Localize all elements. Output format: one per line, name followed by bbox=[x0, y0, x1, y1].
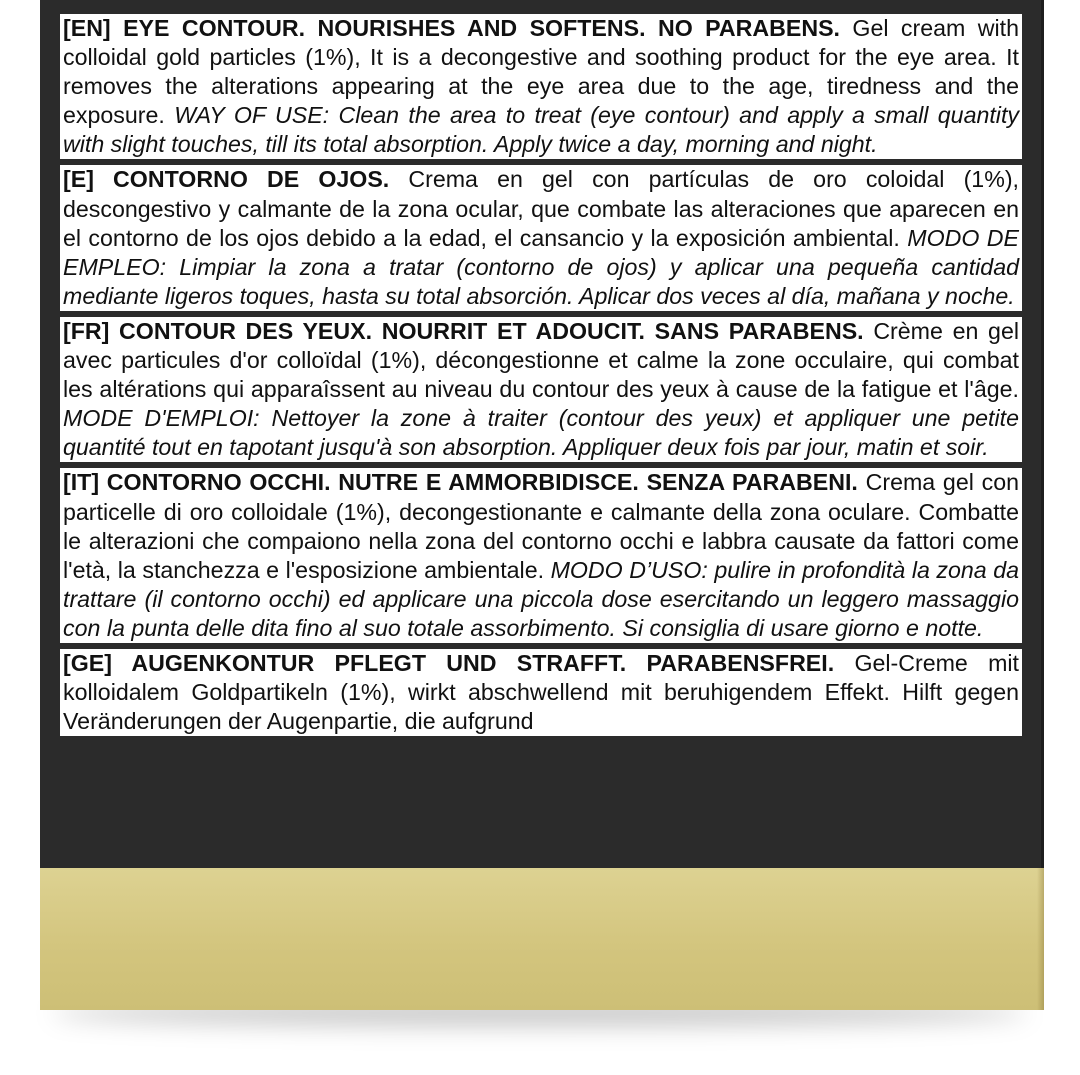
section-heading: [FR] CONTOUR DES YEUX. NOURRIT ET ADOUCIT. SANS PARABENS. bbox=[63, 317, 864, 344]
section-heading: [EN] EYE CONTOUR. NOURISHES AND SOFTENS. NO PARABENS. bbox=[63, 15, 840, 41]
dark-panel bbox=[40, 0, 1044, 868]
section-fr bbox=[60, 317, 1022, 462]
section-body: Crema en gel con partículas de oro coloidal (1%), descongestivo y calmante de la zona ocular, que combate las alteraciones que aparecen en el contorno de los ojos debido a la edad, el cansancio y la exposición ambiental. bbox=[63, 166, 1019, 251]
section-heading: [IT] CONTORNO OCCHI. NUTRE E AMMORBIDISCE. SENZA PARABENI. bbox=[63, 469, 858, 496]
section-it bbox=[60, 468, 1022, 643]
section-usage: MODO D’USO: pulire in profondità la zona da trattare (il contorno occhi) ed applicare una piccola dose esercitando un leggero massaggio con la punta delle dita fino al suo totale assorbimento. Si consiglia di usare giorno e notte. bbox=[63, 556, 1019, 641]
section-heading: [GE] AUGENKONTUR PFLEGT UND STRAFFT. PARABENSFREI. bbox=[63, 649, 835, 676]
section-usage: MODO DE EMPLEO: Limpiar la zona a tratar (contorno de ojos) y aplicar una pequeña cantidad mediante ligeros toques, hasta su total absorción. Aplicar dos veces al día, mañana y noche. bbox=[63, 224, 1019, 309]
section-body: Crème en gel avec particules d'or colloïdal (1%), décongestionne et calme la zone occulaire, qui combat les altérations qui apparaîssent au niveau du contour des yeux à cause de la fatigue et l'âge. bbox=[63, 317, 1019, 403]
gold-band bbox=[40, 868, 1044, 1010]
section-body: Crema gel con particelle di oro colloidale (1%), decongestionante e calmante della zona oculare. Combatte le alterazioni che compaiono nella zona del contorno occhi e labbra causate da fattori come l'età, la stanchezza e l'esposizione ambientale. bbox=[63, 469, 1019, 583]
section-en bbox=[60, 14, 1022, 159]
section-body: Gel-Creme mit kolloidalem Goldpartikeln (1%), wirkt abschwellend mit beruhigendem Effekt. Hilft gegen Veränderungen der Augenpartie, die aufgrund bbox=[63, 649, 1019, 735]
section-heading: [E] CONTORNO DE OJOS. bbox=[63, 166, 390, 193]
section-ge bbox=[60, 649, 1022, 736]
product-box bbox=[40, 0, 1044, 1010]
section-es bbox=[60, 165, 1022, 310]
section-usage: MODE D'EMPLOI: Nettoyer la zone à traiter (contour des yeux) et appliquer une petite quantité tout en tapotant jusqu'à son absorption. Appliquer deux fois par jour, matin et soir. bbox=[63, 405, 1019, 461]
section-usage: WAY OF USE: Clean the area to treat (eye contour) and apply a small quantity with slight touches, till its total absorption. Apply twice a day, morning and night. bbox=[63, 102, 1019, 158]
ingredients-label bbox=[60, 14, 1022, 854]
section-body: Gel cream with colloidal gold particles (1%), It is a decongestive and soothing product for the eye area. It removes the alterations appearing at the eye area due to the age, tiredness and the exposure. bbox=[63, 15, 1019, 129]
